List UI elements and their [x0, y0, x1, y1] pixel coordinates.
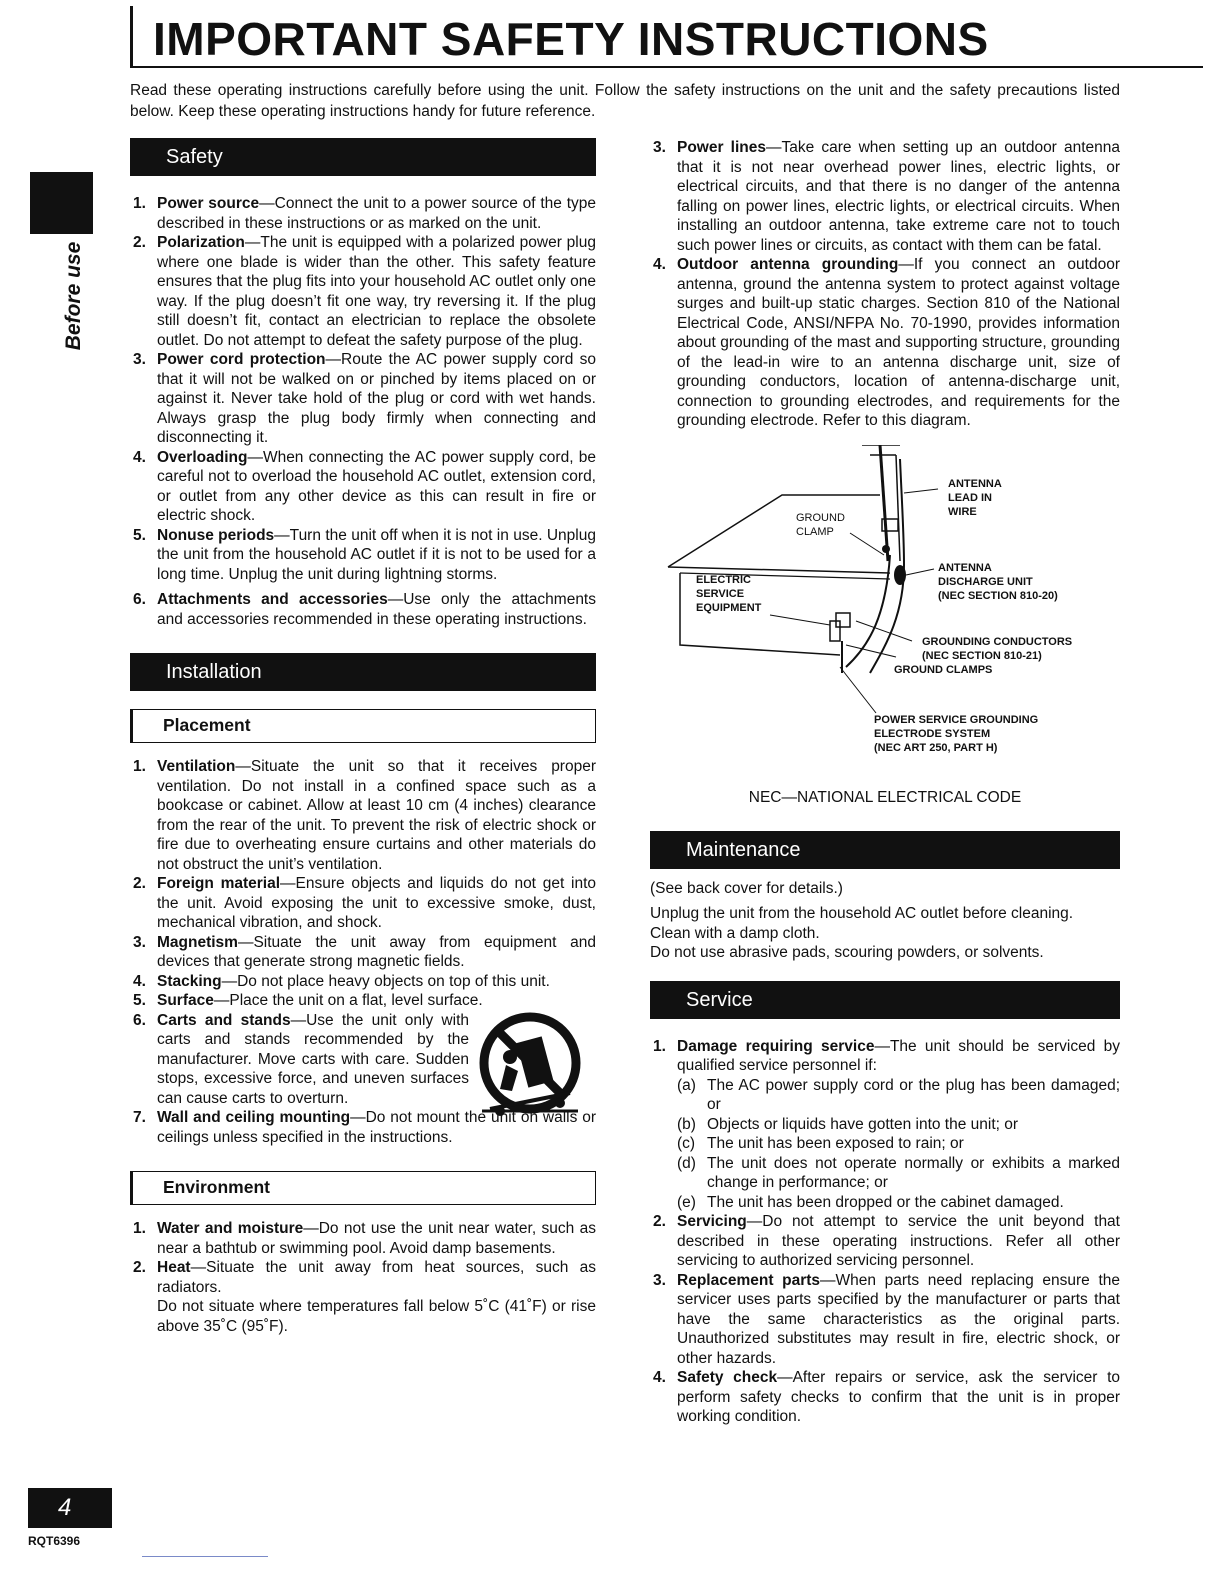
list-item: 1. Ventilation—Situate the unit so that it receives proper ventilation. Do not install in a confined space such as a bookcase or cabinet. Allow at least 10 cm (4 inches) clearance from the rear of the unit. To prevent the risk of electric shock or fire due to overheating ensure curtains and other materials do not obstruct the unit’s ventilation.: [133, 758, 596, 873]
installation-heading: Installation: [130, 653, 596, 691]
environment-heading: Environment: [130, 1171, 596, 1205]
list-item: 3. Replacement parts—When parts need replacing ensure the servicer uses parts specified by the manufacturer or parts that have the same characteristics as the original parts. Unauthorized substitutes may result in fire, electric shock, or other hazards.: [653, 1271, 1120, 1367]
list-item: 1. Power source—Connect the unit to a power source of the type described in these instructions or as marked on the unit.: [133, 195, 596, 232]
diagram-label-antenna-lead-in: ANTENNA LEAD IN WIRE: [948, 477, 1002, 518]
list-item: 3. Power lines—Take care when setting up an outdoor antenna that it is not near overhead power lines, electric lights, or electrical circuits, and that there is no danger of the antenna falling on power lines, electric lights, or electrical circuits. When installing an outdoor antenna, take extreme care not to touch such power lines or circuits, as contact with them can be fatal.: [653, 139, 1120, 254]
list-item: 2. Servicing—Do not attempt to service the unit beyond that described in these operating instructions. Refer all other servicing to authorized servicing personnel.: [653, 1213, 1120, 1269]
list-item: 2. Polarization—The unit is equipped with a polarized power plug where one blade is wider than the other. This safety feature ensures that the plug fits into your household AC outlet only one way. If the plug doesn’t fit one way, try reversing it. If the plug still doesn’t fit, contact an electrician to replace the obsolete outlet. Do not attempt to defeat the safety purpose of the plug.: [133, 234, 596, 349]
maintenance-heading: Maintenance: [650, 831, 1120, 869]
list-item: 1. Water and moisture—Do not use the unit near water, such as near a bathtub or swimming pool. Avoid damp basements.: [133, 1220, 596, 1257]
safety-list: [130, 194, 596, 629]
service-heading: Service: [650, 981, 1120, 1019]
list-item: 4. Overloading—When connecting the AC power supply cord, be careful not to overload the household AC outlet, extension cord, or outlet from any other device as this can result in fire or electric shock.: [133, 448, 596, 524]
safety-heading: Safety: [130, 138, 596, 176]
list-item: 5. Surface—Place the unit on a flat, level surface.: [133, 992, 483, 1009]
maintenance-line: Do not use abrasive pads, scouring powders, or solvents.: [650, 944, 1044, 961]
diagram-label-ground-clamp: GROUND CLAMP: [796, 511, 845, 538]
side-tab-label: Before use: [62, 241, 85, 351]
diagram-label-electric-service: ELECTRIC SERVICE EQUIPMENT: [696, 573, 762, 614]
side-tab-marker: [30, 172, 93, 234]
page-title: IMPORTANT SAFETY INSTRUCTIONS: [153, 13, 989, 65]
safety-list-continued: [650, 138, 1120, 431]
cart-tip-over-warning-icon: [470, 1011, 590, 1121]
list-item: 4. Outdoor antenna grounding—If you connect an outdoor antenna, ground the antenna system to protect against voltage surges and built-up static charges. Section 810 of the National Electrical Code, ANSI/NFPA No. 70-1990, provides information about grounding of the mast and supporting structure, grounding of the lead-in wire to an antenna discharge unit, size of grounding conductors, location of antenna-discharge unit, connection to grounding electrodes, and requirements for the grounding electrode. Refer to this diagram.: [653, 256, 1120, 429]
left-column: [130, 138, 596, 1336]
maintenance-note: (See back cover for details.): [650, 879, 843, 897]
service-list: [650, 1037, 1120, 1427]
environment-list: [130, 1219, 596, 1336]
right-column: [650, 138, 1120, 1427]
diagram-label-ground-clamps: GROUND CLAMPS: [894, 663, 993, 676]
antenna-grounding-diagram: [650, 445, 1120, 775]
document-code: RQT6396: [28, 1534, 81, 1548]
placement-list: [130, 757, 596, 1147]
list-item: 2. Heat—Situate the unit away from heat sources, such as radiators. Do not situate where temperatures fall below 5˚C (41˚F) or rise above 35˚C (95˚F).: [133, 1259, 596, 1335]
diagram-label-power-service: POWER SERVICE GROUNDING ELECTRODE SYSTEM (NEC ART 250, PART H): [874, 713, 1039, 754]
list-item: (a) The AC power supply cord or the plug has been damaged; or: [677, 1076, 1120, 1113]
list-item: 6. Attachments and accessories—Use only the attachments and accessories recommended in these operating instructions.: [133, 591, 596, 628]
list-item: 5. Nonuse periods—Turn the unit off when it is not in use. Unplug the unit from the household AC outlet if it is not to be used for a long time. Unplug the unit during lightning storms.: [133, 526, 596, 583]
diagram-label-discharge-unit: ANTENNA DISCHARGE UNIT (NEC SECTION 810-20): [938, 561, 1058, 602]
diagram-label-grounding-conductors: GROUNDING CONDUCTORS (NEC SECTION 810-21): [922, 635, 1073, 662]
list-item: 3. Magnetism—Situate the unit away from equipment and devices that generate strong magnetic fields.: [133, 933, 596, 970]
list-item: 1. Damage requiring service—The unit should be serviced by qualified service personnel if: (a) The AC power supply cord or the plug has been damaged; or (b) Objects or liquids have gotten into the unit; or (c) The unit has been exposed to rain; or (d) The unit does not operate normally or exhibits a marked change in performance; or (e) The unit has been dropped or the cabinet damaged.: [653, 1037, 1120, 1211]
page-number: 4: [28, 1488, 112, 1528]
list-item: (b) Objects or liquids have gotten into the unit; or: [677, 1115, 1019, 1133]
intro-paragraph: Read these operating instructions carefully before using the unit. Follow the safety instructions on the unit and the safety precautions listed below. Keep these operating instructions handy for future reference.: [130, 82, 1120, 120]
maintenance-line: Clean with a damp cloth.: [650, 924, 820, 942]
list-item: 7. Wall and ceiling mounting—Do not mount the unit on walls or ceilings unless specified in the instructions.: [133, 1109, 596, 1146]
list-item: 3. Power cord protection—Route the AC power supply cord so that it will not be walked on or pinched by items placed on or against it. Never take hold of the plug or cord with wet hands. Always grasp the plug body firmly when connecting and disconnecting it.: [133, 351, 596, 446]
maintenance-line: Unplug the unit from the household AC outlet before cleaning.: [650, 905, 1074, 922]
list-item: 2. Foreign material—Ensure objects and liquids do not get into the unit. Avoid exposing the unit to excessive smoke, dust, mechanical vibration, and shock.: [133, 875, 596, 931]
heat-note: Do not situate where temperatures fall below 5˚C (41˚F) or rise above 35˚C (95˚F).: [157, 1298, 596, 1335]
list-item: (c) The unit has been exposed to rain; or: [677, 1135, 964, 1152]
list-item: 4. Stacking—Do not place heavy objects on top of this unit.: [133, 972, 550, 990]
footer-rule: [142, 1556, 268, 1557]
diagram-caption: NEC—NATIONAL ELECTRICAL CODE: [748, 788, 1022, 806]
placement-heading: Placement: [130, 709, 596, 743]
list-item: (e) The unit has been dropped or the cabinet damaged.: [677, 1193, 1064, 1211]
service-conditions: [677, 1076, 1120, 1213]
list-item: (d) The unit does not operate normally or exhibits a marked change in performance; or: [677, 1154, 1120, 1191]
title-bar: [130, 6, 1203, 68]
list-item: 4. Safety check—After repairs or service, ask the servicer to perform safety checks to confirm that the unit is in proper working condition.: [653, 1369, 1121, 1425]
list-item: 6. Carts and stands—Use the unit only with carts and stands recommended by the manufacturer. Move carts with care. Sudden stops, excessive force, and uneven surfaces can cause carts to overturn.: [130, 1011, 596, 1109]
